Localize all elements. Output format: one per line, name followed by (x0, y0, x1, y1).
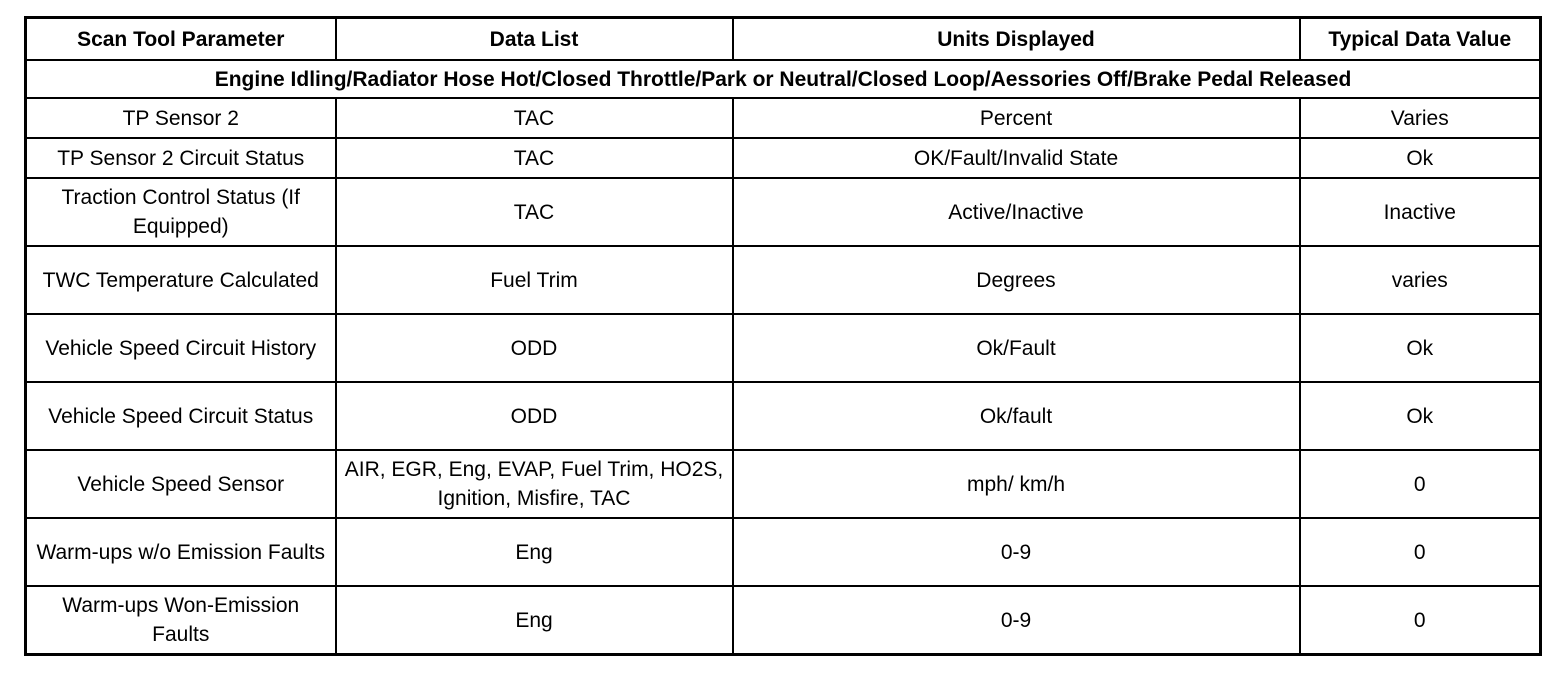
parameter-cell: Warm-ups w/o Emission Faults (26, 518, 336, 586)
data-list-cell: Eng (336, 586, 733, 655)
table-row (26, 450, 1541, 518)
typical-value-cell: Varies (1300, 98, 1541, 138)
operating-condition: Engine Idling/Radiator Hose Hot/Closed Throttle/Park or Neutral/Closed Loop/Aessories Off/Brake Pedal Released (26, 60, 1541, 98)
table-row (26, 138, 1541, 178)
parameter-cell: Vehicle Speed Sensor (26, 450, 336, 518)
units-cell: Percent (733, 98, 1300, 138)
scan-tool-parameter-table (24, 16, 1542, 656)
header-typical-data-value: Typical Data Value (1300, 18, 1541, 61)
table-row (26, 586, 1541, 655)
units-cell: Ok/fault (733, 382, 1300, 450)
data-list-cell: Fuel Trim (336, 246, 733, 314)
table-row (26, 178, 1541, 246)
table-row (26, 518, 1541, 586)
data-list-cell: TAC (336, 138, 733, 178)
parameter-cell: TWC Temperature Calculated (26, 246, 336, 314)
data-list-cell: ODD (336, 314, 733, 382)
units-cell: OK/Fault/Invalid State (733, 138, 1300, 178)
typical-value-cell: Ok (1300, 138, 1541, 178)
typical-value-cell: Ok (1300, 382, 1541, 450)
data-list-cell: TAC (336, 98, 733, 138)
parameter-cell: TP Sensor 2 (26, 98, 336, 138)
typical-value-cell: Ok (1300, 314, 1541, 382)
header-scan-tool-parameter: Scan Tool Parameter (26, 18, 336, 61)
parameter-cell: Vehicle Speed Circuit History (26, 314, 336, 382)
data-list-cell: ODD (336, 382, 733, 450)
parameter-cell: TP Sensor 2 Circuit Status (26, 138, 336, 178)
units-cell: 0-9 (733, 586, 1300, 655)
table-row (26, 98, 1541, 138)
parameter-cell: Traction Control Status (If Equipped) (26, 178, 336, 246)
units-cell: 0-9 (733, 518, 1300, 586)
typical-value-cell: varies (1300, 246, 1541, 314)
table-row (26, 246, 1541, 314)
data-list-cell: AIR, EGR, Eng, EVAP, Fuel Trim, HO2S, Ignition, Misfire, TAC (336, 450, 733, 518)
typical-value-cell: 0 (1300, 586, 1541, 655)
parameter-cell: Warm-ups Won-Emission Faults (26, 586, 336, 655)
table-row (26, 314, 1541, 382)
units-cell: Ok/Fault (733, 314, 1300, 382)
table-row (26, 382, 1541, 450)
parameter-cell: Vehicle Speed Circuit Status (26, 382, 336, 450)
units-cell: mph/ km/h (733, 450, 1300, 518)
data-list-cell: Eng (336, 518, 733, 586)
units-cell: Active/Inactive (733, 178, 1300, 246)
header-units-displayed: Units Displayed (733, 18, 1300, 61)
condition-row (26, 60, 1541, 98)
typical-value-cell: Inactive (1300, 178, 1541, 246)
typical-value-cell: 0 (1300, 450, 1541, 518)
data-list-cell: TAC (336, 178, 733, 246)
header-row (26, 18, 1541, 61)
header-data-list: Data List (336, 18, 733, 61)
units-cell: Degrees (733, 246, 1300, 314)
typical-value-cell: 0 (1300, 518, 1541, 586)
